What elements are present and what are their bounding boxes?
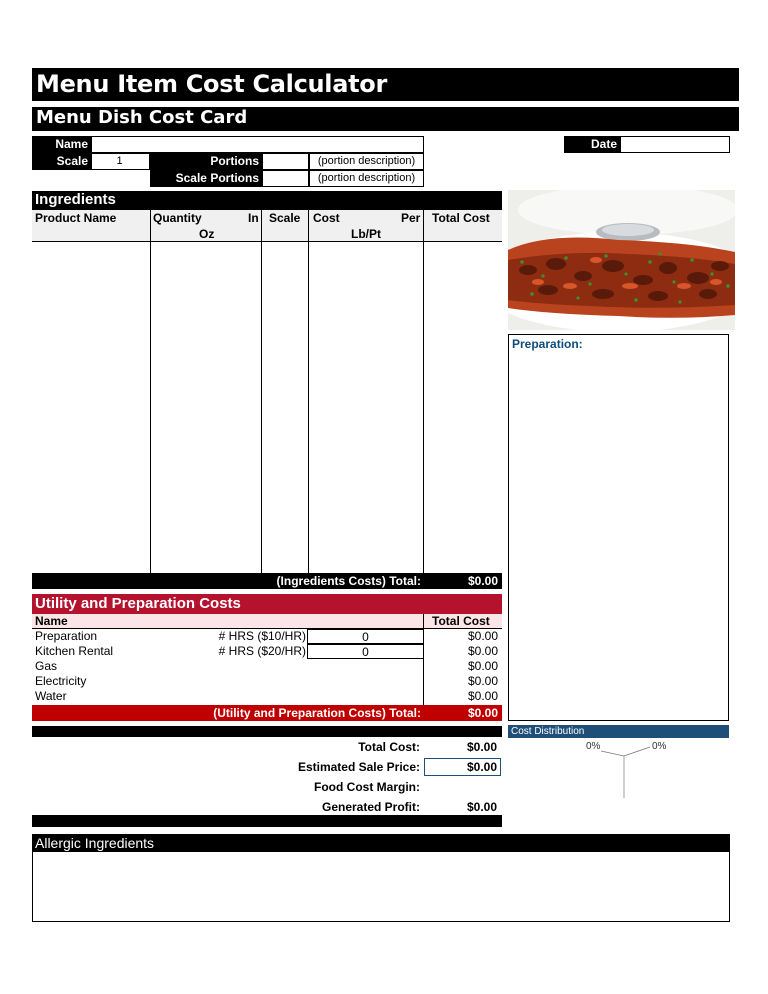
page-subtitle: Menu Dish Cost Card	[32, 107, 739, 131]
portions-description[interactable]: (portion description)	[309, 153, 424, 170]
col-lbpt: Lb/Pt	[351, 227, 381, 241]
scale-portions-description[interactable]: (portion description)	[309, 170, 424, 187]
utility-row-name: Kitchen Rental	[35, 644, 114, 658]
dish-photo	[508, 190, 735, 330]
col-scale: Scale	[269, 211, 301, 225]
ingredients-total-value: $0.00	[467, 574, 498, 588]
utility-row-total: $0.00	[467, 689, 498, 703]
scale-portions-field[interactable]	[262, 170, 309, 187]
scale-field[interactable]: 1	[91, 153, 150, 170]
col-oz: Oz	[199, 227, 215, 241]
utility-total-header: Total Cost	[432, 614, 490, 628]
name-label: Name	[32, 136, 91, 153]
utility-name-header: Name	[35, 614, 68, 628]
chart-label-right: 0%	[652, 741, 667, 752]
kitchen-rental-hours-field[interactable]: 0	[307, 644, 424, 659]
col-quantity: Quantity	[153, 211, 202, 225]
ingredients-title: Ingredients	[32, 191, 502, 210]
utility-row-total: $0.00	[467, 659, 498, 673]
dish-photo-illustration	[508, 190, 735, 330]
col-product-name: Product Name	[35, 211, 117, 225]
date-label: Date	[564, 136, 620, 153]
col-total-cost: Total Cost	[432, 211, 490, 225]
utility-row-name: Electricity	[35, 674, 87, 688]
utility-row-total: $0.00	[467, 644, 498, 658]
ingredients-total-label: (Ingredients Costs) Total:	[276, 574, 421, 588]
utility-total-bar	[32, 705, 502, 721]
food-cost-margin-label: Food Cost Margin:	[314, 780, 420, 794]
sale-price-label: Estimated Sale Price:	[297, 760, 420, 774]
utility-total-value: $0.00	[467, 706, 498, 720]
scale-label: Scale	[32, 153, 91, 170]
preparation-hours-field[interactable]: 0	[307, 629, 424, 644]
preparation-title: Preparation:	[512, 337, 583, 351]
utility-row-name: Water	[35, 689, 67, 703]
cost-distribution-title: Cost Distribution	[508, 725, 729, 738]
col-in: In	[248, 211, 259, 225]
portions-label: Portions	[150, 153, 262, 170]
total-cost-value: $0.00	[466, 740, 497, 754]
utility-row-total: $0.00	[467, 674, 498, 688]
allergic-title: Allergic Ingredients	[32, 834, 730, 852]
scale-portions-label: Scale Portions	[150, 170, 262, 187]
ingredients-table-body[interactable]	[32, 242, 502, 573]
utility-title: Utility and Preparation Costs	[32, 594, 502, 614]
utility-row-rate: # HRS ($10/HR)	[218, 629, 306, 643]
summary-bottom-bar	[32, 815, 502, 827]
utility-row-name: Gas	[35, 659, 58, 673]
total-cost-label: Total Cost:	[358, 740, 420, 754]
chart-label-left: 0%	[586, 741, 601, 752]
ingredients-total-bar	[32, 573, 502, 589]
utility-row-name: Preparation	[35, 629, 98, 643]
summary-top-bar	[32, 726, 502, 737]
page-title: Menu Item Cost Calculator	[32, 68, 739, 101]
utility-row-rate: # HRS ($20/HR)	[218, 644, 306, 658]
name-field[interactable]	[91, 136, 424, 153]
utility-total-label: (Utility and Preparation Costs) Total:	[213, 706, 421, 720]
utility-row-total: $0.00	[467, 629, 498, 643]
allergic-ingredients-box[interactable]	[32, 852, 730, 922]
col-cost: Cost	[313, 211, 340, 225]
preparation-box[interactable]	[508, 334, 729, 721]
date-field[interactable]	[620, 136, 730, 153]
generated-profit-value: $0.00	[466, 800, 497, 814]
cost-distribution-chart	[596, 745, 656, 800]
sale-price-field[interactable]: $0.00	[424, 758, 501, 776]
portions-field[interactable]	[262, 153, 309, 170]
generated-profit-label: Generated Profit:	[321, 800, 420, 814]
col-per: Per	[401, 211, 421, 225]
